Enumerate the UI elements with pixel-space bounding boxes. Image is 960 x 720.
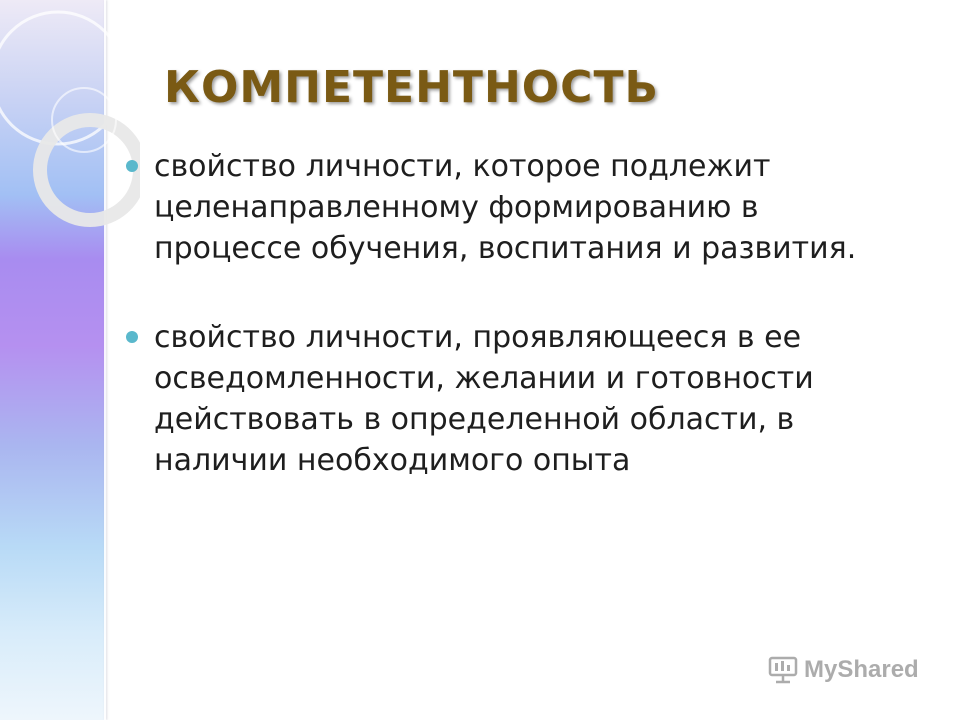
bullet-list (122, 146, 902, 529)
bullet-item-1 (122, 146, 902, 269)
bullet-dot-icon (126, 331, 138, 343)
bullet-text-1: свойство личности, которое подлежит целенаправленному формированию в процессе обучения, воспитания и развития. (154, 149, 857, 266)
bullet-item-2 (122, 317, 902, 481)
bullet-dot-icon (126, 160, 138, 172)
slide-title: КОМПЕТЕНТНОСТЬ (164, 62, 660, 113)
watermark (768, 656, 919, 684)
watermark-text: MyShared (804, 656, 919, 683)
bullet-text-2: свойство личности, проявляющееся в ее осведомленности, желании и готовности действовать в определенной области, в наличии необходимого опыта (154, 320, 814, 478)
decorative-rings (0, 0, 140, 260)
mysha-logo-icon (768, 656, 798, 684)
